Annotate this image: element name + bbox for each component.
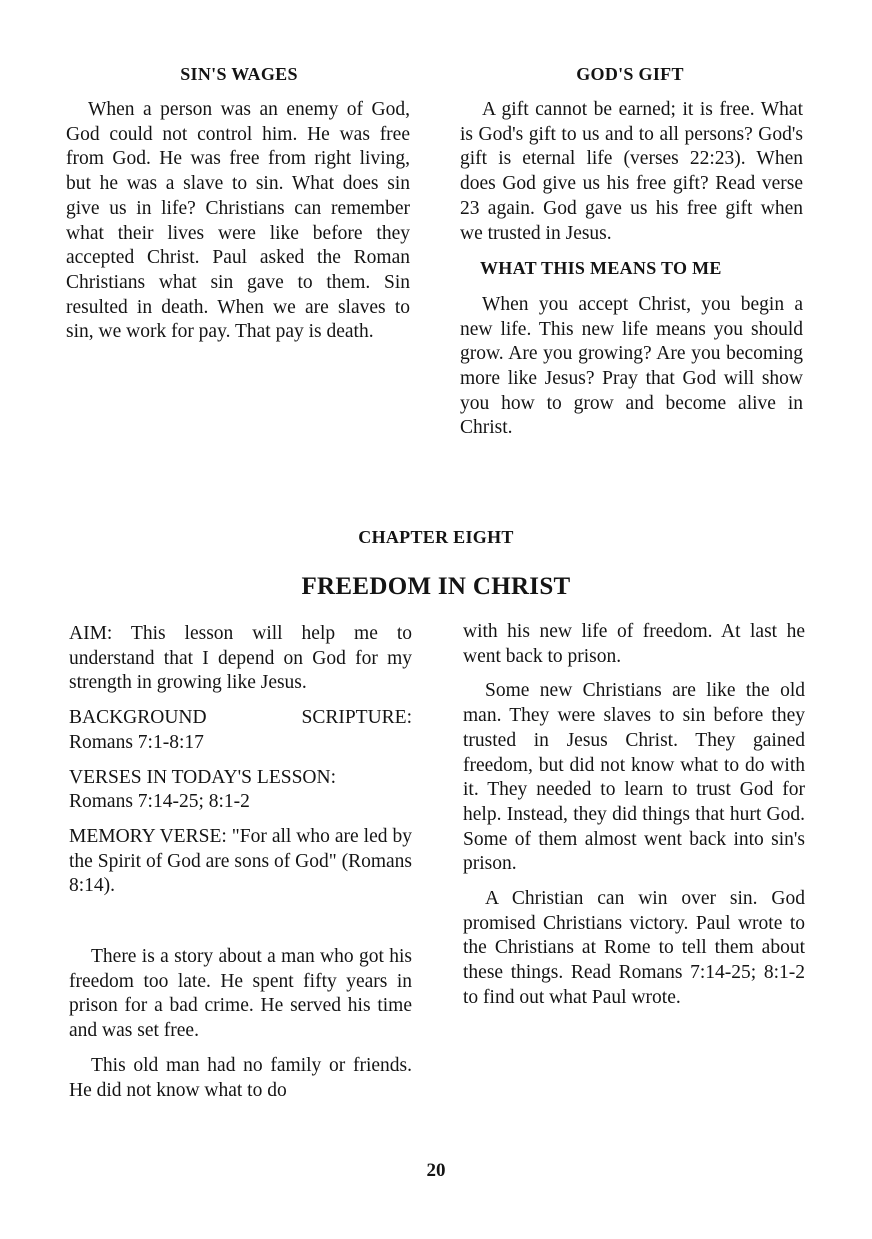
lesson-left-column	[69, 622, 412, 1113]
sins-wages-column	[66, 98, 410, 355]
right-paragraph-2: Some new Christians are like the old man. They were slaves to sin before they trusted in Jesus Christ. They gained freedom, but did not know what to do with it. They needed to learn to trust God for help. Instead, they did things that hurt God. Some of them almost went back into sin's prison.	[463, 680, 805, 875]
aim-paragraph: AIM: This lesson will help me to understand that I depend on God for my strength in growing like Jesus.	[69, 623, 412, 694]
chapter-title: FREEDOM IN CHRIST	[301, 573, 571, 600]
gods-gift-column	[460, 98, 803, 451]
story-paragraph-1: There is a story about a man who got his freedom too late. He spent fifty years in prison for a bad crime. He served his time and was set free.	[69, 946, 412, 1042]
heading-gods-gift: GOD'S GIFT	[576, 64, 684, 84]
heading-what-this-means: WHAT THIS MEANS TO ME	[480, 258, 722, 279]
sins-wages-paragraph: When a person was an enemy of God, God could not control him. He was free from God. He was free from right living, but he was a slave to sin. What does sin give us in life? Christians can remember what their lives were like before they accepted Christ. Paul asked the Roman Christians what sin gave to them. Sin resulted in death. When we are slaves to sin, we work for pay. That pay is death.	[66, 99, 410, 343]
chapter-label: CHAPTER EIGHT	[358, 527, 514, 547]
scripture-label: SCRIPTURE:	[301, 707, 412, 729]
heading-sins-wages: SIN'S WAGES	[180, 64, 298, 84]
gods-gift-paragraph: A gift cannot be earned; it is free. What is God's gift to us and to all persons? God's gift is eternal life (verses 22:23). When does God give us his free gift? Read verse 23 again. God gave us his free gift when we trusted in Jesus.	[460, 99, 803, 244]
background-scripture	[69, 706, 412, 755]
verses-label: VERSES IN TODAY'S LESSON:	[69, 766, 337, 788]
right-paragraph-3: A Christian can win over sin. God promised Christians victory. Paul wrote to the Christians at Rome to tell them about these things. Read Romans 7:14-25; 8:1-2 to find out what Paul wrote.	[463, 888, 805, 1008]
memory-verse: MEMORY VERSE: "For all who are led by the Spirit of God are sons of God" (Romans 8:14).	[69, 825, 412, 897]
background-label-line	[69, 706, 412, 731]
story-paragraph-2: This old man had no family or friends. He did not know what to do	[69, 1054, 412, 1101]
right-paragraph-1: with his new life of freedom. At last he went back to prison.	[463, 621, 805, 667]
verses-in-lesson	[69, 766, 412, 815]
page-number: 20	[426, 1160, 446, 1181]
lesson-right-column	[463, 620, 805, 1021]
what-this-means-paragraph: When you accept Christ, you begin a new life. This new life means you should grow. Are you growing? Are you becoming more like Jesus? Pray that God will show you how to grow and become alive in Christ.	[460, 293, 803, 439]
background-reference: Romans 7:1-8:17	[69, 731, 204, 753]
verses-reference: Romans 7:14-25; 8:1-2	[69, 791, 250, 813]
background-label: BACKGROUND	[69, 707, 207, 729]
